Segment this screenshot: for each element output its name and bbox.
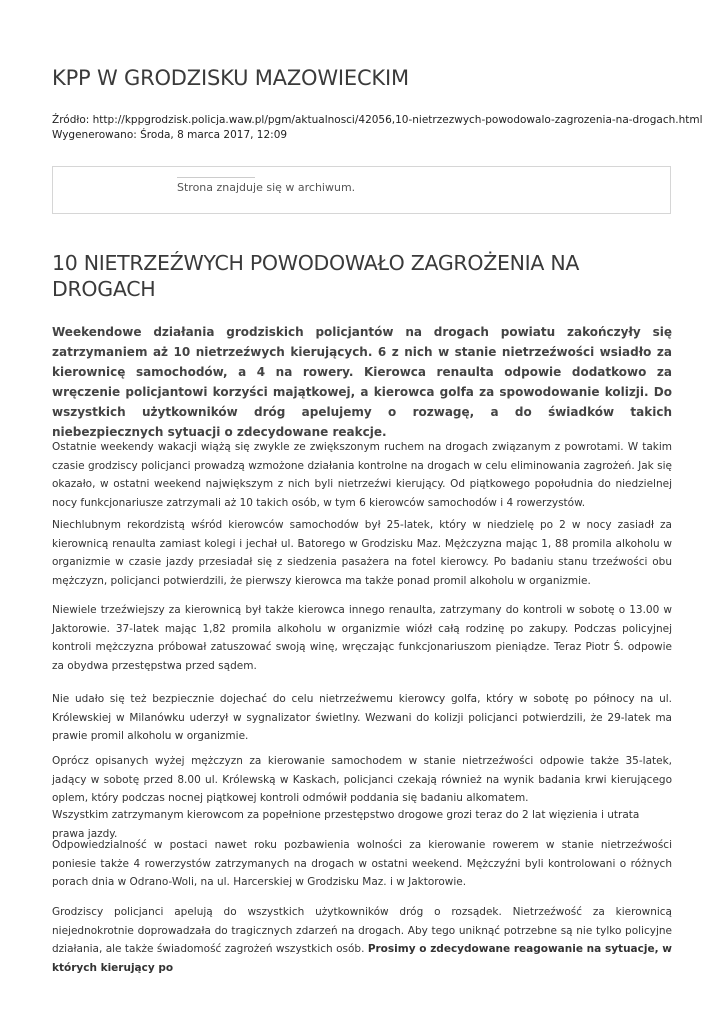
article-paragraph-6: Odpowiedzialność w postaci nawet roku pozbawienia wolności za kierowanie rowerem w stanie nietrzeźwości poniesie także 4 rowerzystów zatrzymanych na drogach w ostatni weekend. Mężczyźni byli kontrolowani o różnych porach dnia w Odrano-Woli, na ul. Harcerskiej w Grodzisku Maz. i w Jaktorowie. xyxy=(52,839,672,888)
paragraph-7-bold: Prosimy o zdecydowane reagowanie na sytuacje, w których kierujący po xyxy=(52,943,672,974)
article-paragraph-3: Niewiele trzeźwiejszy za kierownicą był także kierowca innego renaulta, zatrzymany do kontroli w sobotę o 13.00 w Jaktorowie. 37-latek mając 1,82 promila alkoholu w organizmie wiózł całą rodzinę po zakupy. Podczas policyjnej kontroli mężczyzna próbował zatuszować swoją winę, wręczając funkcjonariuszom pieniądze. Teraz Piotr Ś. odpowie za obydwa przestępstwa przed sądem. xyxy=(52,604,672,672)
site-title: KPP W GRODZISKU MAZOWIECKIM xyxy=(52,66,409,90)
source-url[interactable]: Źródło: http://kppgrodzisk.policja.waw.pl/pgm/aktualnosci/42056,10-nietrzezwych-powodowalo-zagrozenia-na-drogach.html xyxy=(52,114,703,126)
article-lead: Weekendowe działania grodziskich policjantów na drogach powiatu zakończyły się zatrzymaniem aż 10 nietrzeźwych kierujących. 6 z nich w stanie nietrzeźwości wsiadło za kierownicę samochodów, a 4 na rowery. Kierowca renaulta odpowie dodatkowo za wręczenie policjantowi korzyści majątkowej, a kierowca golfa za spowodowanie kolizji. Do wszystkich użytkowników dróg apelujemy o rozwagę, a do świadków takich niebezpiecznych sytuacji o zdecydowane reakcje. xyxy=(52,325,672,439)
article-paragraph-4: Nie udało się też bezpiecznie dojechać do celu nietrzeźwemu kierowcy golfa, który w sobotę po północy na ul. Królewskiej w Milanówku uderzył w sygnalizator świetlny. Wezwani do kolizji policjanci potwierdzili, że 29-latek ma prawie promil alkoholu w organizmie. xyxy=(52,693,672,742)
divider xyxy=(177,177,255,178)
article-paragraph-2: Niechlubnym rekordzistą wśród kierowców samochodów był 25-latek, który w niedzielę po 2 w nocy zasiadł za kierownicą renaulta zamiast kolegi i jechał ul. Batorego w Grodzisku Maz. Mężczyzna mając 1, 88 promila alkoholu w organizmie w czasie jazdy przesiadał się z siedzenia pasażera na fotel kierowcy. Po badaniu stanu trzeźwości obu mężczyzn, policjanci potwierdzili, że pierwszy kierowca ma także ponad promil alkoholu w organizmie. xyxy=(52,519,672,587)
document-meta xyxy=(52,113,703,143)
generated-date: Wygenerowano: Środa, 8 marca 2017, 12:09 xyxy=(52,129,288,141)
article-paragraph-1: Ostatnie weekendy wakacji wiążą się zwykle ze zwiększonym ruchem na drogach związanym z powrotami. W takim czasie grodziscy policjanci prowadzą wzmożone działania kontrolne na drogach w celu eliminowania zagrożeń. Jak się okazało, w ostatni weekend największym z nich byli nietrzeźwi kierujący. Od piątkowego popołudnia do niedzielnej nocy funkcjonariusze zatrzymali aż 10 takich osób, w tym 6 kierowców samochodów i 4 rowerzystów. xyxy=(52,441,672,509)
article-paragraph-5: Oprócz opisanych wyżej mężczyzn za kierowanie samochodem w stanie nietrzeźwości odpowie także 35-latek, jadący w sobotę przed 8.00 ul. Królewską w Kaskach, policjanci czekają również na wynik badania krwi kierującego oplem, który podczas nocnej piątkowej kontroli odmówił poddania się badaniu alkomatem. xyxy=(52,755,672,804)
archive-notice: Strona znajduje się w archiwum. xyxy=(177,181,356,194)
paragraph-7-text: Grodziscy policjanci apelują do wszystkich użytkowników dróg o rozsądek. Nietrzeźwość za kierownicą niejednokrotnie doprowadzała do tragicznych zdarzeń na drogach. Aby tego uniknąć potrzebne są nie tylko policyjne działania, ale także świadomość zagrożeń wszystkich osób. xyxy=(52,906,672,955)
archive-notice-box xyxy=(52,166,671,214)
article-title: 10 NIETRZEŹWYCH POWODOWAŁO ZAGROŻENIA NA DROGACH xyxy=(52,251,580,301)
article-paragraph-5b: Wszystkim zatrzymanym kierowcom za popełnione przestępstwo drogowe grozi teraz do 2 lat więzienia i utrata prawa jazdy. xyxy=(52,809,640,840)
article-paragraph-7 xyxy=(52,903,672,977)
